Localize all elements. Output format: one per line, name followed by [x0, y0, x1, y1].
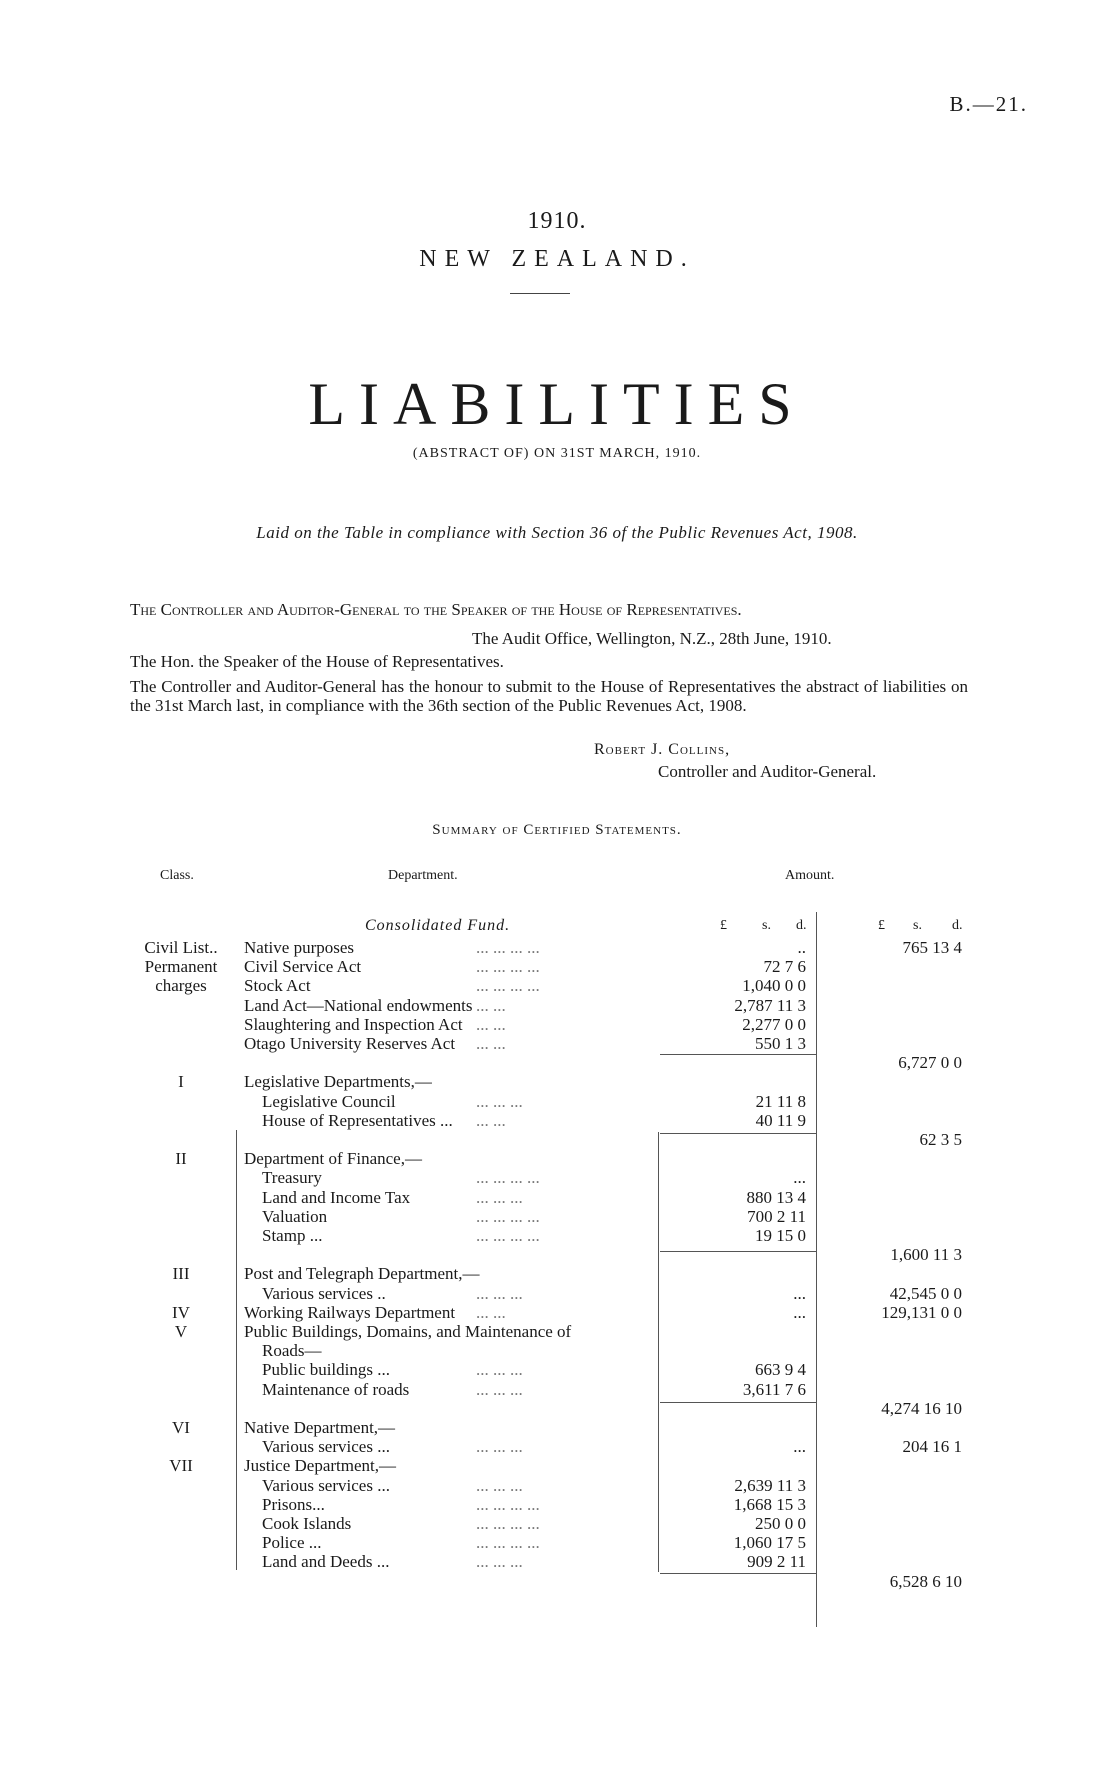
- table-row: [0, 1456, 1114, 1475]
- department-cell: House of Representatives ...: [262, 1110, 453, 1130]
- table-row: [0, 1437, 1114, 1456]
- lsd-header-pence: d.: [796, 918, 807, 933]
- amount-cell: 19 15 0: [755, 1226, 806, 1245]
- leader-dots: ... ... ... ...: [476, 1206, 540, 1226]
- table-row: [0, 1552, 1114, 1571]
- leader-dots: ... ... ...: [476, 1091, 523, 1111]
- department-cell: Land and Income Tax: [262, 1187, 411, 1207]
- lsd-header-pence-total: d.: [952, 918, 963, 933]
- class-cell: VI: [172, 1418, 190, 1437]
- total-amount-cell: 765 13 4: [902, 938, 962, 957]
- table-row: [0, 1514, 1114, 1533]
- column-header-amount: Amount.: [785, 868, 835, 883]
- country-heading: NEW ZEALAND.: [419, 246, 695, 272]
- department-cell: Various services ..: [262, 1283, 386, 1303]
- table-row: [0, 1245, 1114, 1264]
- table-row: [0, 1341, 1114, 1360]
- department-cell: Legislative Departments,—: [244, 1072, 432, 1092]
- table-row: [0, 1149, 1114, 1168]
- leader-dots: ... ... ... ...: [476, 1168, 540, 1188]
- class-cell: VII: [169, 1456, 193, 1476]
- table-row: [0, 1380, 1114, 1399]
- class-cell: charges: [155, 976, 207, 996]
- department-cell: Native Department,—: [244, 1418, 396, 1437]
- department-cell: Cook Islands: [262, 1514, 352, 1533]
- amount-cell: 250 0 0: [755, 1514, 806, 1533]
- table-row: [0, 1303, 1114, 1322]
- amount-cell: 550 1 3: [755, 1034, 806, 1053]
- table-row: [0, 1533, 1114, 1552]
- leader-dots: ... ... ...: [476, 1552, 523, 1572]
- table-row: [0, 1264, 1114, 1283]
- table-row: [0, 1572, 1114, 1591]
- table-row: [0, 1284, 1114, 1303]
- leader-dots: ... ... ...: [476, 1379, 523, 1399]
- table-row: [0, 1322, 1114, 1341]
- department-cell: Otago University Reserves Act: [244, 1034, 456, 1053]
- amount-cell: 1,040 0 0: [742, 976, 806, 996]
- document-year: 1910.: [527, 208, 587, 234]
- class-cell: Civil List..: [144, 938, 218, 957]
- amount-cell: 700 2 11: [747, 1206, 806, 1226]
- total-amount-cell: 4,274 16 10: [881, 1398, 962, 1418]
- total-amount-cell: 1,600 11 3: [890, 1245, 962, 1265]
- table-row: [0, 996, 1114, 1015]
- amount-cell: 40 11 9: [755, 1110, 806, 1130]
- amount-cell: 2,787 11 3: [734, 995, 806, 1015]
- signature-name: Robert J. Collins,: [594, 741, 731, 758]
- class-cell: V: [174, 1322, 188, 1341]
- leader-dots: ... ... ...: [476, 1360, 523, 1380]
- letter-body: The Controller and Auditor-General has the honour to submit to the House of Representatives the abstract of liabilities on the 31st March last, in compliance with the 36th section of the Public Revenues Act, 1908.: [130, 677, 968, 715]
- class-cell: Permanent: [144, 957, 218, 977]
- total-amount-cell: 129,131 0 0: [881, 1302, 962, 1322]
- class-cell: III: [172, 1264, 190, 1284]
- leader-dots: ... ... ...: [476, 1475, 523, 1495]
- table-row: [0, 957, 1114, 976]
- page-subtitle: (ABSTRACT OF) ON 31ST MARCH, 1910.: [412, 446, 702, 461]
- letter-salutation: The Hon. the Speaker of the House of Representatives.: [130, 652, 504, 671]
- table-row: [0, 1015, 1114, 1034]
- leader-dots: ... ...: [476, 1302, 506, 1322]
- table-row: [0, 1034, 1114, 1053]
- table-row: [0, 1130, 1114, 1149]
- lsd-header-shillings: s.: [762, 918, 771, 933]
- laid-on-table-note: Laid on the Table in compliance with Section 36 of the Public Revenues Act, 1908.: [256, 523, 858, 542]
- class-cell: IV: [172, 1302, 190, 1322]
- total-amount-cell: 42,545 0 0: [889, 1283, 962, 1303]
- table-row: [0, 1092, 1114, 1111]
- column-header-class: Class.: [160, 868, 194, 883]
- department-cell: Justice Department,—: [244, 1456, 397, 1476]
- heading-divider: [510, 293, 570, 294]
- leader-dots: ... ... ... ...: [476, 1226, 540, 1245]
- amount-cell: ...: [793, 1302, 806, 1322]
- department-cell: Treasury: [262, 1168, 322, 1188]
- department-cell: Legislative Council: [262, 1091, 396, 1111]
- leader-dots: ... ... ... ...: [476, 976, 540, 996]
- signature-title: Controller and Auditor-General.: [658, 762, 877, 781]
- total-amount-cell: 62 3 5: [919, 1130, 962, 1149]
- table-row: [0, 976, 1114, 995]
- amount-cell: 1,668 15 3: [733, 1494, 806, 1514]
- leader-dots: ... ...: [476, 1034, 506, 1053]
- amount-cell: ...: [793, 1168, 806, 1188]
- amount-cell: 1,060 17 5: [733, 1533, 806, 1553]
- table-row: [0, 1111, 1114, 1130]
- leader-dots: ... ... ... ...: [476, 1514, 540, 1533]
- letter-addressee: The Controller and Auditor-General to the Speaker of the House of Representatives.: [130, 600, 742, 619]
- leader-dots: ... ... ... ...: [476, 1494, 540, 1514]
- table-row: [0, 1072, 1114, 1091]
- lsd-header-pounds-total: £: [878, 918, 885, 933]
- amount-cell: ...: [793, 1283, 806, 1303]
- department-cell: Valuation: [262, 1206, 328, 1226]
- department-cell: Prisons...: [262, 1494, 325, 1514]
- department-cell: Roads—: [262, 1341, 322, 1361]
- table-row: [0, 938, 1114, 957]
- department-cell: Various services ...: [262, 1475, 390, 1495]
- page-reference: B.—21.: [949, 92, 1028, 116]
- amount-cell: 909 2 11: [747, 1552, 806, 1572]
- class-cell: II: [175, 1149, 187, 1169]
- leader-dots: ... ...: [476, 1110, 506, 1130]
- leader-dots: ... ...: [476, 1014, 506, 1034]
- letter-office-date: The Audit Office, Wellington, N.Z., 28th June, 1910.: [472, 629, 832, 648]
- department-cell: Working Railways Department: [244, 1302, 456, 1322]
- fund-heading: Consolidated Fund.: [365, 917, 511, 934]
- amount-cell: ...: [793, 1437, 806, 1457]
- amount-cell: 3,611 7 6: [742, 1379, 806, 1399]
- table-row: [0, 1476, 1114, 1495]
- department-cell: Public buildings ...: [262, 1360, 390, 1380]
- amount-cell: 72 7 6: [763, 957, 806, 977]
- department-cell: Land and Deeds ...: [262, 1552, 390, 1572]
- leader-dots: ... ... ... ...: [476, 938, 540, 957]
- table-row: [0, 1053, 1114, 1072]
- leader-dots: ... ... ...: [476, 1283, 523, 1303]
- department-cell: Stock Act: [244, 976, 311, 996]
- amount-cell: 663 9 4: [755, 1360, 806, 1380]
- summary-title: Summary of Certified Statements.: [432, 822, 682, 838]
- amount-cell: ..: [797, 938, 806, 957]
- total-amount-cell: 204 16 1: [902, 1437, 962, 1457]
- department-cell: Post and Telegraph Department,—: [244, 1264, 480, 1284]
- table-row: [0, 1399, 1114, 1418]
- amount-cell: 2,639 11 3: [734, 1475, 806, 1495]
- department-cell: Civil Service Act: [244, 957, 362, 977]
- table-row: [0, 1418, 1114, 1437]
- leader-dots: ... ... ...: [476, 1187, 523, 1207]
- page-title: LIABILITIES: [308, 371, 806, 437]
- total-amount-cell: 6,528 6 10: [889, 1571, 962, 1591]
- table-row: [0, 1360, 1114, 1379]
- department-cell: Stamp ...: [262, 1226, 323, 1245]
- leader-dots: ... ... ...: [476, 1437, 523, 1457]
- department-cell: Slaughtering and Inspection Act: [244, 1014, 463, 1034]
- amount-cell: 2,277 0 0: [742, 1014, 806, 1034]
- amount-cell: 21 11 8: [755, 1091, 806, 1111]
- table-row: [0, 1226, 1114, 1245]
- table-row: [0, 1188, 1114, 1207]
- table-row: [0, 1207, 1114, 1226]
- table-row: [0, 1495, 1114, 1514]
- department-cell: Land Act—National endowments: [244, 995, 473, 1015]
- leader-dots: ... ... ... ...: [476, 957, 540, 977]
- lsd-header-shillings-total: s.: [913, 918, 922, 933]
- department-cell: Department of Finance,—: [244, 1149, 422, 1169]
- amount-cell: 880 13 4: [746, 1187, 806, 1207]
- leader-dots: ... ...: [476, 995, 506, 1015]
- department-cell: Police ...: [262, 1533, 322, 1553]
- lsd-header-pounds: £: [720, 918, 727, 933]
- department-cell: Various services ...: [262, 1437, 390, 1457]
- class-cell: I: [178, 1072, 184, 1092]
- department-cell: Native purposes: [244, 938, 355, 957]
- column-header-department: Department.: [388, 868, 458, 883]
- leader-dots: ... ... ... ...: [476, 1533, 540, 1553]
- department-cell: Maintenance of roads: [262, 1379, 410, 1399]
- department-cell: Public Buildings, Domains, and Maintenance of: [244, 1322, 572, 1341]
- table-row: [0, 1168, 1114, 1187]
- total-amount-cell: 6,727 0 0: [898, 1053, 962, 1073]
